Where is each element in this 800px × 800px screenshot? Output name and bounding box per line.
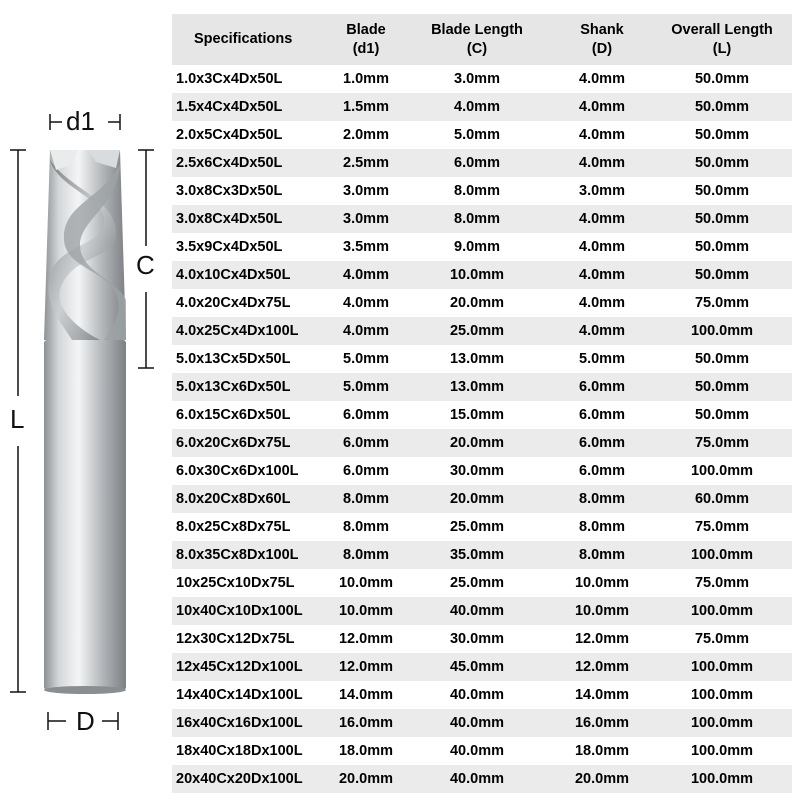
- spec-cell: 12x30Cx12Dx75L: [172, 625, 330, 653]
- spec-cell: 2.5x6Cx4Dx50L: [172, 149, 330, 177]
- blade-length-cell: 8.0mm: [402, 205, 552, 233]
- header-specifications: [172, 14, 330, 65]
- table-body: [172, 65, 792, 793]
- header-blade-title: Blade: [346, 21, 386, 38]
- shank-cell: 6.0mm: [552, 373, 652, 401]
- header-blade-length: [402, 14, 552, 65]
- spec-cell: 4.0x10Cx4Dx50L: [172, 261, 330, 289]
- spec-cell: 8.0x25Cx8Dx75L: [172, 513, 330, 541]
- table-row: [172, 681, 792, 709]
- blade-cell: 8.0mm: [330, 541, 402, 569]
- blade-cell: 8.0mm: [330, 485, 402, 513]
- spec-cell: 8.0x35Cx8Dx100L: [172, 541, 330, 569]
- shank-cell: 8.0mm: [552, 485, 652, 513]
- blade-cell: 10.0mm: [330, 597, 402, 625]
- shank-cell: 4.0mm: [552, 317, 652, 345]
- spec-cell: 6.0x30Cx6Dx100L: [172, 457, 330, 485]
- header-blade-symbol: (d1): [352, 40, 380, 57]
- shank-cell: 8.0mm: [552, 513, 652, 541]
- table-row: [172, 65, 792, 93]
- c-label: C: [136, 250, 155, 280]
- overall-length-cell: 100.0mm: [652, 681, 792, 709]
- table-row: [172, 457, 792, 485]
- header-blade-length-title: Blade Length: [431, 21, 523, 38]
- overall-length-cell: 75.0mm: [652, 289, 792, 317]
- spec-cell: 6.0x20Cx6Dx75L: [172, 429, 330, 457]
- shank-cell: 4.0mm: [552, 121, 652, 149]
- spec-cell: 10x40Cx10Dx100L: [172, 597, 330, 625]
- table-header-row: [172, 14, 792, 65]
- blade-length-cell: 40.0mm: [402, 681, 552, 709]
- blade-cell: 1.5mm: [330, 93, 402, 121]
- blade-length-cell: 40.0mm: [402, 737, 552, 765]
- spec-cell: 3.0x8Cx3Dx50L: [172, 177, 330, 205]
- l-label: L: [10, 404, 25, 434]
- spec-cell: 16x40Cx16Dx100L: [172, 709, 330, 737]
- table-row: [172, 737, 792, 765]
- header-shank-symbol: (D): [591, 40, 613, 57]
- spec-cell: 5.0x13Cx5Dx50L: [172, 345, 330, 373]
- table-row: [172, 709, 792, 737]
- spec-cell: 2.0x5Cx4Dx50L: [172, 121, 330, 149]
- shank-cell: 6.0mm: [552, 457, 652, 485]
- table-row: [172, 289, 792, 317]
- blade-length-cell: 40.0mm: [402, 765, 552, 793]
- shank-cell: 6.0mm: [552, 429, 652, 457]
- shank-cell: 4.0mm: [552, 65, 652, 93]
- header-blade: [330, 14, 402, 65]
- overall-length-cell: 50.0mm: [652, 401, 792, 429]
- spec-cell: 1.5x4Cx4Dx50L: [172, 93, 330, 121]
- blade-cell: 3.0mm: [330, 205, 402, 233]
- table-row: [172, 121, 792, 149]
- shank-cell: 16.0mm: [552, 709, 652, 737]
- shank-cell: 4.0mm: [552, 93, 652, 121]
- blade-cell: 5.0mm: [330, 373, 402, 401]
- blade-length-cell: 25.0mm: [402, 317, 552, 345]
- table-row: [172, 513, 792, 541]
- blade-length-cell: 20.0mm: [402, 485, 552, 513]
- overall-length-cell: 100.0mm: [652, 457, 792, 485]
- spec-cell: 4.0x25Cx4Dx100L: [172, 317, 330, 345]
- shank-cell: 14.0mm: [552, 681, 652, 709]
- table-row: [172, 261, 792, 289]
- blade-cell: 3.0mm: [330, 177, 402, 205]
- overall-length-cell: 50.0mm: [652, 261, 792, 289]
- overall-length-cell: 50.0mm: [652, 177, 792, 205]
- blade-length-cell: 6.0mm: [402, 149, 552, 177]
- table-row: [172, 345, 792, 373]
- blade-cell: 18.0mm: [330, 737, 402, 765]
- table-row: [172, 485, 792, 513]
- shank-cell: 5.0mm: [552, 345, 652, 373]
- blade-length-cell: 40.0mm: [402, 597, 552, 625]
- blade-length-cell: 4.0mm: [402, 93, 552, 121]
- shank-cell: 18.0mm: [552, 737, 652, 765]
- overall-length-cell: 50.0mm: [652, 373, 792, 401]
- blade-length-cell: 13.0mm: [402, 373, 552, 401]
- table-row: [172, 625, 792, 653]
- table-row: [172, 233, 792, 261]
- overall-length-cell: 75.0mm: [652, 625, 792, 653]
- header-overall-length-title: Overall Length: [671, 21, 773, 38]
- table-row: [172, 177, 792, 205]
- overall-length-cell: 100.0mm: [652, 737, 792, 765]
- overall-length-cell: 100.0mm: [652, 541, 792, 569]
- overall-length-cell: 50.0mm: [652, 149, 792, 177]
- shank-cell: 4.0mm: [552, 289, 652, 317]
- spec-cell: 3.5x9Cx4Dx50L: [172, 233, 330, 261]
- spec-cell: 5.0x13Cx6Dx50L: [172, 373, 330, 401]
- blade-length-cell: 10.0mm: [402, 261, 552, 289]
- overall-length-cell: 50.0mm: [652, 233, 792, 261]
- shank-cell: 20.0mm: [552, 765, 652, 793]
- blade-cell: 6.0mm: [330, 457, 402, 485]
- blade-length-cell: 20.0mm: [402, 429, 552, 457]
- spec-cell: 20x40Cx20Dx100L: [172, 765, 330, 793]
- table-row: [172, 597, 792, 625]
- overall-length-cell: 50.0mm: [652, 345, 792, 373]
- overall-length-cell: 60.0mm: [652, 485, 792, 513]
- table-row: [172, 765, 792, 793]
- blade-cell: 2.5mm: [330, 149, 402, 177]
- blade-length-cell: 20.0mm: [402, 289, 552, 317]
- blade-cell: 12.0mm: [330, 625, 402, 653]
- shank-cell: 4.0mm: [552, 261, 652, 289]
- blade-length-cell: 3.0mm: [402, 65, 552, 93]
- blade-cell: 6.0mm: [330, 401, 402, 429]
- table-row: [172, 429, 792, 457]
- table-row: [172, 205, 792, 233]
- overall-length-cell: 50.0mm: [652, 205, 792, 233]
- shank-cell: 12.0mm: [552, 653, 652, 681]
- overall-length-cell: 75.0mm: [652, 569, 792, 597]
- spec-cell: 8.0x20Cx8Dx60L: [172, 485, 330, 513]
- shank-cell: 4.0mm: [552, 149, 652, 177]
- blade-cell: 1.0mm: [330, 65, 402, 93]
- blade-length-cell: 15.0mm: [402, 401, 552, 429]
- shank-cell: 4.0mm: [552, 233, 652, 261]
- spec-cell: 12x45Cx12Dx100L: [172, 653, 330, 681]
- flute-section: [44, 150, 126, 340]
- table-row: [172, 93, 792, 121]
- spec-cell: 14x40Cx14Dx100L: [172, 681, 330, 709]
- blade-cell: 5.0mm: [330, 345, 402, 373]
- header-overall-length: [652, 14, 792, 65]
- header-overall-length-symbol: (L): [712, 40, 732, 57]
- shank-cell: 6.0mm: [552, 401, 652, 429]
- table-row: [172, 541, 792, 569]
- table-row: [172, 317, 792, 345]
- blade-cell: 14.0mm: [330, 681, 402, 709]
- spec-cell: 4.0x20Cx4Dx75L: [172, 289, 330, 317]
- blade-length-cell: 5.0mm: [402, 121, 552, 149]
- header-shank-title: Shank: [580, 21, 624, 38]
- blade-cell: 10.0mm: [330, 569, 402, 597]
- blade-cell: 3.5mm: [330, 233, 402, 261]
- blade-cell: 4.0mm: [330, 317, 402, 345]
- blade-length-cell: 25.0mm: [402, 569, 552, 597]
- blade-cell: 8.0mm: [330, 513, 402, 541]
- overall-length-cell: 50.0mm: [652, 121, 792, 149]
- blade-length-cell: 40.0mm: [402, 709, 552, 737]
- blade-cell: 2.0mm: [330, 121, 402, 149]
- d1-label: d1: [66, 106, 95, 136]
- overall-length-cell: 75.0mm: [652, 429, 792, 457]
- blade-length-cell: 30.0mm: [402, 457, 552, 485]
- shank-cell: 8.0mm: [552, 541, 652, 569]
- blade-length-cell: 13.0mm: [402, 345, 552, 373]
- table-row: [172, 373, 792, 401]
- blade-cell: 16.0mm: [330, 709, 402, 737]
- header-shank: [552, 14, 652, 65]
- d-label: D: [76, 706, 95, 736]
- table-row: [172, 569, 792, 597]
- overall-length-cell: 100.0mm: [652, 317, 792, 345]
- overall-length-cell: 100.0mm: [652, 765, 792, 793]
- shank: [44, 340, 126, 694]
- spec-cell: 18x40Cx18Dx100L: [172, 737, 330, 765]
- blade-length-cell: 45.0mm: [402, 653, 552, 681]
- shank-cell: 3.0mm: [552, 177, 652, 205]
- overall-length-cell: 100.0mm: [652, 597, 792, 625]
- shank-cell: 10.0mm: [552, 569, 652, 597]
- overall-length-cell: 100.0mm: [652, 709, 792, 737]
- header-specifications-text: Specifications: [194, 31, 293, 47]
- blade-cell: 4.0mm: [330, 261, 402, 289]
- blade-length-cell: 8.0mm: [402, 177, 552, 205]
- shank-cell: 4.0mm: [552, 205, 652, 233]
- table-row: [172, 653, 792, 681]
- spec-cell: 3.0x8Cx4Dx50L: [172, 205, 330, 233]
- table-row: [172, 401, 792, 429]
- blade-cell: 6.0mm: [330, 429, 402, 457]
- shank-cell: 12.0mm: [552, 625, 652, 653]
- table-row: [172, 149, 792, 177]
- spec-cell: 1.0x3Cx4Dx50L: [172, 65, 330, 93]
- blade-cell: 20.0mm: [330, 765, 402, 793]
- blade-length-cell: 35.0mm: [402, 541, 552, 569]
- header-blade-length-symbol: (C): [466, 40, 488, 57]
- blade-length-cell: 9.0mm: [402, 233, 552, 261]
- spec-cell: 10x25Cx10Dx75L: [172, 569, 330, 597]
- blade-length-cell: 30.0mm: [402, 625, 552, 653]
- blade-length-cell: 25.0mm: [402, 513, 552, 541]
- spec-cell: 6.0x15Cx6Dx50L: [172, 401, 330, 429]
- overall-length-cell: 50.0mm: [652, 65, 792, 93]
- end-mill-diagram: [0, 0, 170, 800]
- shank-cell: 10.0mm: [552, 597, 652, 625]
- overall-length-cell: 100.0mm: [652, 653, 792, 681]
- blade-cell: 4.0mm: [330, 289, 402, 317]
- overall-length-cell: 75.0mm: [652, 513, 792, 541]
- blade-cell: 12.0mm: [330, 653, 402, 681]
- specification-table: [172, 14, 792, 793]
- overall-length-cell: 50.0mm: [652, 93, 792, 121]
